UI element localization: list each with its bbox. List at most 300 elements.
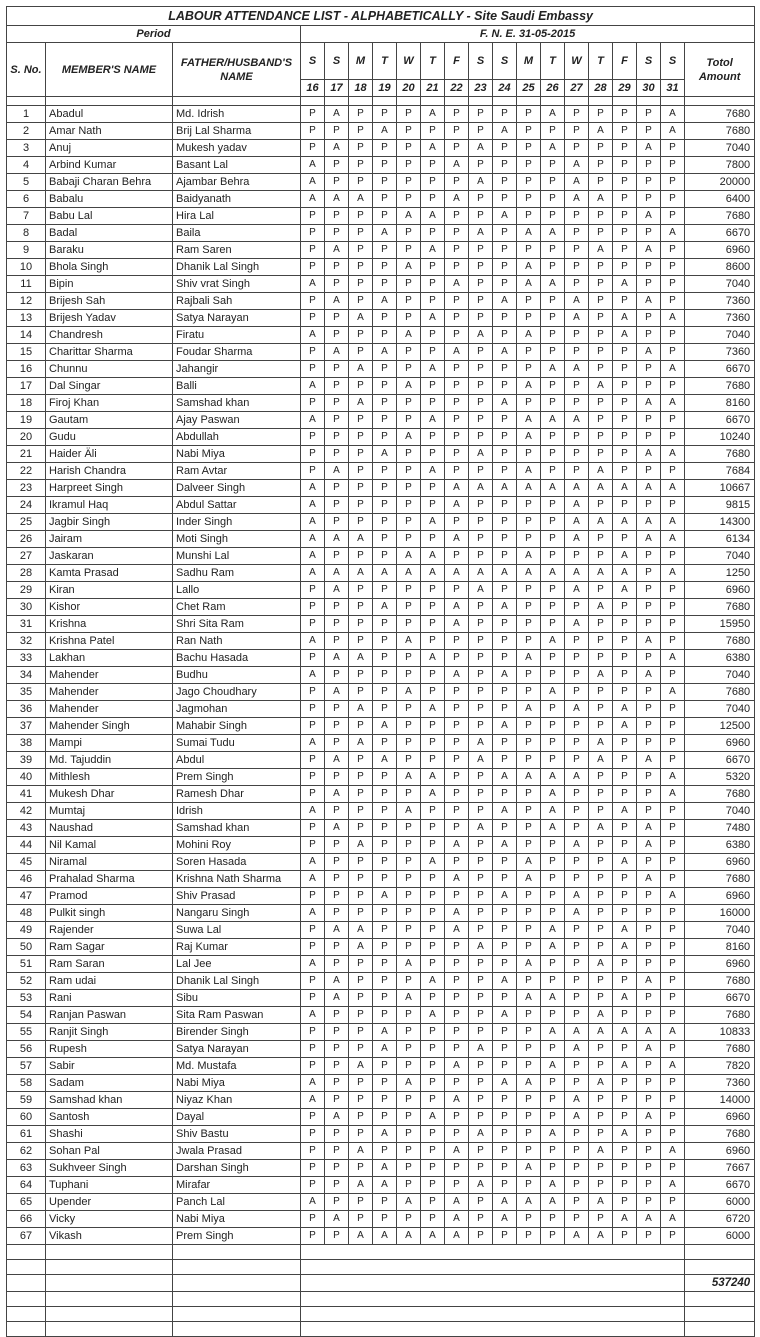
attendance-mark: P (493, 684, 517, 701)
attendance-mark: P (301, 786, 325, 803)
amount-cell: 7040 (685, 667, 755, 684)
attendance-mark: P (637, 310, 661, 327)
attendance-mark: P (445, 429, 469, 446)
attendance-mark: P (493, 990, 517, 1007)
attendance-mark: A (469, 1126, 493, 1143)
father-husband-name: Shri Sita Ram (173, 616, 301, 633)
member-name: Shashi (46, 1126, 173, 1143)
attendance-mark: A (541, 1058, 565, 1075)
attendance-mark: A (517, 1075, 541, 1092)
attendance-mark: P (565, 1177, 589, 1194)
attendance-mark: P (301, 718, 325, 735)
attendance-mark: A (421, 565, 445, 582)
member-name: Mahender (46, 667, 173, 684)
attendance-mark: A (517, 990, 541, 1007)
father-husband-name: Idrish (173, 803, 301, 820)
attendance-mark: P (613, 616, 637, 633)
attendance-mark: P (469, 1024, 493, 1041)
spacer-cell (589, 97, 613, 106)
attendance-mark: A (589, 1143, 613, 1160)
attendance-mark: P (325, 718, 349, 735)
attendance-mark: P (349, 106, 373, 123)
attendance-mark: A (541, 480, 565, 497)
amount-cell: 7040 (685, 548, 755, 565)
attendance-mark: P (565, 225, 589, 242)
attendance-mark: A (565, 480, 589, 497)
attendance-mark: P (493, 633, 517, 650)
attendance-mark: P (469, 106, 493, 123)
day-header: F (445, 43, 469, 80)
attendance-mark: A (373, 599, 397, 616)
spacer-cell (685, 97, 755, 106)
attendance-mark: P (589, 905, 613, 922)
attendance-mark: P (301, 463, 325, 480)
attendance-mark: P (565, 429, 589, 446)
attendance-mark: A (421, 208, 445, 225)
serial-number: 45 (7, 854, 46, 871)
attendance-mark: P (661, 990, 685, 1007)
attendance-mark: P (469, 803, 493, 820)
father-husband-name: Firatu (173, 327, 301, 344)
attendance-mark: A (445, 616, 469, 633)
attendance-mark: P (661, 1109, 685, 1126)
attendance-mark: P (541, 514, 565, 531)
serial-number: 17 (7, 378, 46, 395)
father-husband-name: Mahabir Singh (173, 718, 301, 735)
attendance-mark: P (637, 174, 661, 191)
serial-number: 24 (7, 497, 46, 514)
attendance-mark: P (301, 310, 325, 327)
attendance-mark: P (373, 667, 397, 684)
attendance-mark: P (301, 429, 325, 446)
attendance-mark: A (661, 123, 685, 140)
date-header: 19 (373, 80, 397, 97)
grand-total: 537240 (685, 1275, 755, 1292)
attendance-mark: P (613, 429, 637, 446)
attendance-mark: P (397, 616, 421, 633)
attendance-mark: P (397, 1211, 421, 1228)
attendance-mark: A (637, 1041, 661, 1058)
attendance-mark: A (373, 344, 397, 361)
attendance-mark: P (613, 157, 637, 174)
attendance-mark: P (469, 1228, 493, 1245)
attendance-mark: P (325, 225, 349, 242)
amount-cell: 6960 (685, 242, 755, 259)
attendance-mark: P (397, 650, 421, 667)
father-husband-name: Darshan Singh (173, 1160, 301, 1177)
attendance-mark: A (565, 1092, 589, 1109)
spacer-cell (469, 97, 493, 106)
attendance-mark: P (421, 1075, 445, 1092)
attendance-mark: A (565, 769, 589, 786)
attendance-mark: P (469, 616, 493, 633)
attendance-mark: P (421, 1092, 445, 1109)
attendance-mark: P (445, 412, 469, 429)
attendance-mark: P (301, 684, 325, 701)
attendance-mark: A (613, 480, 637, 497)
table-row (7, 327, 755, 344)
father-husband-name: Lallo (173, 582, 301, 599)
table-row (7, 701, 755, 718)
attendance-mark: P (421, 803, 445, 820)
member-name: Samshad khan (46, 1092, 173, 1109)
attendance-mark: A (565, 905, 589, 922)
amount-cell: 7680 (685, 208, 755, 225)
attendance-mark: P (301, 140, 325, 157)
amount-cell: 6670 (685, 412, 755, 429)
attendance-mark: P (469, 718, 493, 735)
attendance-mark: P (565, 735, 589, 752)
attendance-mark: A (301, 667, 325, 684)
attendance-mark: P (469, 429, 493, 446)
member-name: Bipin (46, 276, 173, 293)
attendance-mark: P (349, 786, 373, 803)
attendance-mark: A (589, 242, 613, 259)
attendance-mark: P (349, 225, 373, 242)
attendance-mark: P (613, 786, 637, 803)
attendance-mark: P (349, 140, 373, 157)
member-name: Prahalad Sharma (46, 871, 173, 888)
serial-number: 32 (7, 633, 46, 650)
attendance-mark: A (541, 225, 565, 242)
attendance-mark: P (589, 106, 613, 123)
attendance-mark: P (301, 1228, 325, 1245)
attendance-mark: A (541, 633, 565, 650)
table-row (7, 973, 755, 990)
member-name: Babaji Charan Behra (46, 174, 173, 191)
attendance-mark: A (397, 548, 421, 565)
attendance-mark: P (493, 650, 517, 667)
serial-number: 18 (7, 395, 46, 412)
attendance-mark: A (517, 480, 541, 497)
attendance-mark: P (373, 1143, 397, 1160)
serial-number: 27 (7, 548, 46, 565)
attendance-mark: P (469, 293, 493, 310)
attendance-mark: P (493, 582, 517, 599)
attendance-mark: P (373, 1092, 397, 1109)
attendance-mark: A (589, 480, 613, 497)
attendance-mark: P (301, 990, 325, 1007)
attendance-mark: A (445, 922, 469, 939)
attendance-mark: P (541, 701, 565, 718)
amount-cell: 7680 (685, 1007, 755, 1024)
attendance-mark: P (349, 667, 373, 684)
attendance-mark: P (565, 395, 589, 412)
table-row (7, 1024, 755, 1041)
attendance-mark: A (349, 1058, 373, 1075)
attendance-mark: P (301, 293, 325, 310)
attendance-mark: P (349, 1007, 373, 1024)
attendance-mark: P (469, 344, 493, 361)
amount-cell: 7360 (685, 310, 755, 327)
attendance-mark: P (373, 548, 397, 565)
attendance-mark: A (349, 837, 373, 854)
attendance-mark: P (661, 616, 685, 633)
blank-cell (301, 1307, 685, 1322)
attendance-mark: A (661, 1211, 685, 1228)
serial-number: 4 (7, 157, 46, 174)
attendance-mark: P (349, 429, 373, 446)
attendance-mark: A (397, 327, 421, 344)
attendance-mark: P (637, 990, 661, 1007)
attendance-mark: P (517, 344, 541, 361)
father-husband-name: Abdul Sattar (173, 497, 301, 514)
amount-cell: 7680 (685, 446, 755, 463)
table-row (7, 106, 755, 123)
father-husband-name: Nabi Miya (173, 446, 301, 463)
attendance-mark: A (589, 820, 613, 837)
sheet-title: LABOUR ATTENDANCE LIST - ALPHABETICALLY - Site Saudi Embassy (7, 7, 755, 26)
serial-number: 64 (7, 1177, 46, 1194)
father-husband-name: Balli (173, 378, 301, 395)
attendance-mark: P (541, 463, 565, 480)
attendance-mark: P (517, 361, 541, 378)
serial-number: 34 (7, 667, 46, 684)
attendance-mark: P (469, 786, 493, 803)
day-header: M (349, 43, 373, 80)
attendance-mark: A (589, 1007, 613, 1024)
attendance-mark: P (397, 667, 421, 684)
attendance-mark: A (589, 514, 613, 531)
attendance-mark: P (565, 1211, 589, 1228)
attendance-mark: P (421, 735, 445, 752)
father-husband-name: Jwala Prasad (173, 1143, 301, 1160)
attendance-mark: P (445, 956, 469, 973)
attendance-mark: P (613, 1092, 637, 1109)
attendance-mark: P (493, 174, 517, 191)
attendance-mark: P (373, 378, 397, 395)
member-name: Dal Singar (46, 378, 173, 395)
father-husband-name: Brij Lal Sharma (173, 123, 301, 140)
attendance-mark: P (469, 701, 493, 718)
date-header: 21 (421, 80, 445, 97)
serial-number: 16 (7, 361, 46, 378)
attendance-mark: P (541, 378, 565, 395)
attendance-mark: P (397, 191, 421, 208)
attendance-mark: P (397, 514, 421, 531)
member-name: Bhola Singh (46, 259, 173, 276)
attendance-mark: P (373, 361, 397, 378)
member-name: Abadul (46, 106, 173, 123)
spacer-cell (613, 97, 637, 106)
attendance-mark: P (445, 650, 469, 667)
attendance-mark: P (397, 1143, 421, 1160)
table-row (7, 344, 755, 361)
attendance-mark: P (445, 939, 469, 956)
attendance-mark: P (589, 684, 613, 701)
attendance-mark: P (469, 990, 493, 1007)
table-row (7, 905, 755, 922)
serial-number: 63 (7, 1160, 46, 1177)
table-row (7, 531, 755, 548)
attendance-mark: P (661, 599, 685, 616)
attendance-mark: P (445, 446, 469, 463)
amount-cell: 1250 (685, 565, 755, 582)
spacer-cell (7, 97, 46, 106)
attendance-mark: A (493, 599, 517, 616)
attendance-mark: A (661, 1143, 685, 1160)
attendance-mark: P (325, 735, 349, 752)
table-row (7, 718, 755, 735)
attendance-mark: P (421, 1160, 445, 1177)
father-husband-name: Jagmohan (173, 701, 301, 718)
blank-cell (7, 1307, 46, 1322)
blank-cell (685, 1245, 755, 1260)
attendance-mark: A (301, 854, 325, 871)
attendance-mark: P (445, 548, 469, 565)
amount-cell: 6670 (685, 990, 755, 1007)
attendance-mark: P (301, 650, 325, 667)
serial-number: 7 (7, 208, 46, 225)
attendance-mark: P (421, 990, 445, 1007)
attendance-mark: P (469, 1160, 493, 1177)
father-husband-name: Moti Singh (173, 531, 301, 548)
attendance-mark: P (373, 140, 397, 157)
attendance-mark: A (301, 174, 325, 191)
attendance-mark: P (589, 769, 613, 786)
attendance-mark: P (445, 378, 469, 395)
spacer-cell (493, 97, 517, 106)
serial-number: 1 (7, 106, 46, 123)
attendance-mark: P (469, 463, 493, 480)
attendance-mark: A (421, 361, 445, 378)
member-name: Charittar Sharma (46, 344, 173, 361)
attendance-mark: P (469, 871, 493, 888)
father-husband-name: Shiv vrat Singh (173, 276, 301, 293)
attendance-mark: P (349, 208, 373, 225)
attendance-mark: P (589, 157, 613, 174)
attendance-mark: P (325, 939, 349, 956)
attendance-mark: P (661, 378, 685, 395)
attendance-mark: A (613, 701, 637, 718)
attendance-mark: P (301, 446, 325, 463)
attendance-mark: P (637, 429, 661, 446)
member-name: Jagbir Singh (46, 514, 173, 531)
attendance-mark: P (421, 905, 445, 922)
father-husband-name: Krishna Nath Sharma (173, 871, 301, 888)
attendance-mark: P (637, 548, 661, 565)
attendance-mark: A (349, 310, 373, 327)
attendance-mark: P (613, 259, 637, 276)
attendance-mark: P (637, 1058, 661, 1075)
attendance-mark: P (613, 242, 637, 259)
attendance-mark: P (325, 548, 349, 565)
attendance-mark: P (349, 123, 373, 140)
attendance-mark: P (397, 973, 421, 990)
attendance-mark: P (469, 837, 493, 854)
attendance-mark: A (373, 1160, 397, 1177)
attendance-mark: P (349, 1160, 373, 1177)
spacer-cell (301, 97, 325, 106)
member-name: Rani (46, 990, 173, 1007)
father-husband-name: Dalveer Singh (173, 480, 301, 497)
attendance-mark: A (565, 293, 589, 310)
attendance-mark: P (349, 582, 373, 599)
blank-cell (301, 1275, 685, 1292)
attendance-mark: A (469, 582, 493, 599)
attendance-mark: P (589, 854, 613, 871)
attendance-mark: A (517, 412, 541, 429)
serial-number: 39 (7, 752, 46, 769)
attendance-mark: A (493, 344, 517, 361)
table-row (7, 276, 755, 293)
attendance-mark: P (637, 157, 661, 174)
serial-number: 62 (7, 1143, 46, 1160)
attendance-mark: P (349, 769, 373, 786)
member-name: Babalu (46, 191, 173, 208)
attendance-mark: P (397, 1058, 421, 1075)
amount-cell: 8160 (685, 939, 755, 956)
attendance-mark: A (661, 1058, 685, 1075)
attendance-mark: P (373, 1109, 397, 1126)
attendance-mark: P (541, 1160, 565, 1177)
attendance-mark: A (445, 480, 469, 497)
attendance-mark: P (445, 786, 469, 803)
attendance-mark: P (373, 616, 397, 633)
attendance-mark: P (325, 276, 349, 293)
member-name-header: MEMBER'S NAME (46, 43, 173, 97)
attendance-mark: A (301, 803, 325, 820)
table-row (7, 1126, 755, 1143)
attendance-mark: P (517, 582, 541, 599)
attendance-mark: A (565, 157, 589, 174)
attendance-mark: P (397, 837, 421, 854)
attendance-mark: P (469, 1058, 493, 1075)
attendance-mark: P (661, 276, 685, 293)
attendance-mark: P (493, 327, 517, 344)
attendance-mark: A (493, 565, 517, 582)
attendance-mark: P (421, 259, 445, 276)
attendance-mark: A (517, 259, 541, 276)
amount-cell: 7680 (685, 106, 755, 123)
attendance-mark: A (613, 565, 637, 582)
attendance-mark: P (541, 735, 565, 752)
amount-cell: 14000 (685, 1092, 755, 1109)
attendance-mark: A (517, 769, 541, 786)
attendance-mark: A (661, 769, 685, 786)
attendance-mark: P (517, 191, 541, 208)
attendance-mark: P (421, 344, 445, 361)
attendance-mark: P (349, 1075, 373, 1092)
attendance-mark: P (637, 259, 661, 276)
serial-number: 42 (7, 803, 46, 820)
attendance-mark: A (301, 871, 325, 888)
attendance-mark: P (661, 1041, 685, 1058)
attendance-mark: A (445, 1143, 469, 1160)
attendance-mark: P (397, 140, 421, 157)
attendance-mark: P (565, 1075, 589, 1092)
attendance-mark: P (301, 242, 325, 259)
attendance-mark: P (661, 1092, 685, 1109)
blank-cell (7, 1260, 46, 1275)
attendance-mark: A (661, 225, 685, 242)
serial-number: 26 (7, 531, 46, 548)
attendance-mark: P (325, 1007, 349, 1024)
attendance-mark: P (373, 191, 397, 208)
father-husband-name: Baidyanath (173, 191, 301, 208)
attendance-mark: A (517, 1160, 541, 1177)
attendance-mark: A (325, 106, 349, 123)
attendance-mark: A (325, 990, 349, 1007)
attendance-mark: P (349, 480, 373, 497)
member-name: Sabir (46, 1058, 173, 1075)
attendance-mark: A (613, 276, 637, 293)
member-name: Brijesh Yadav (46, 310, 173, 327)
attendance-mark: A (493, 667, 517, 684)
attendance-mark: P (661, 973, 685, 990)
member-name: Ram Saran (46, 956, 173, 973)
attendance-mark: A (445, 599, 469, 616)
